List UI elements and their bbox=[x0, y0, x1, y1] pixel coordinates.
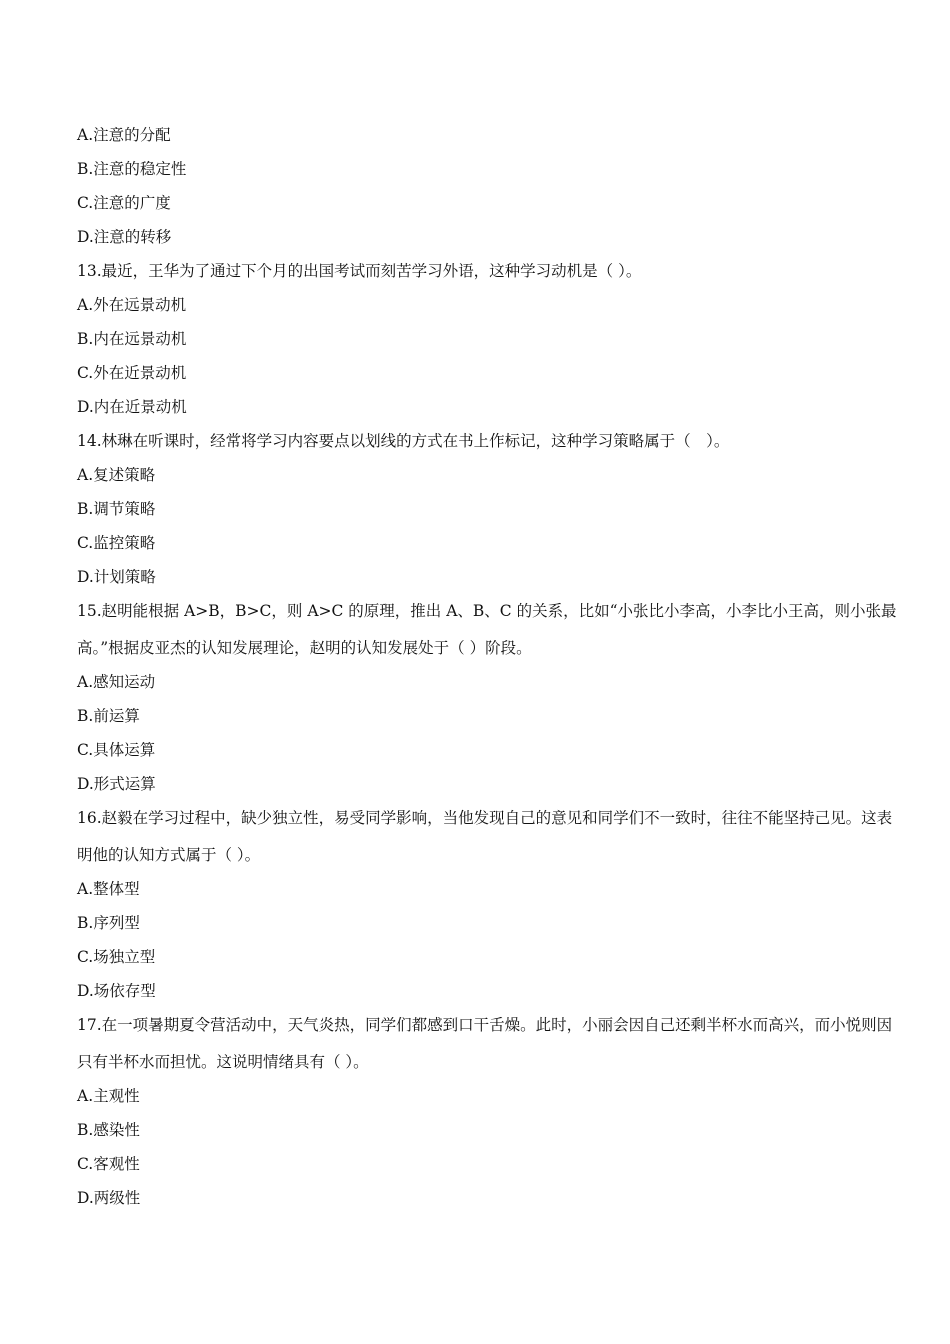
q12-option-c: C.注意的广度 bbox=[77, 194, 171, 212]
q15-stem: 15.赵明能根据 A>B，B>C，则 A>C 的原理，推出 A、B、C 的关系，比如“小张比小李高，小李比小王高，则小张最高。”根据皮亚杰的认知发展理论，赵明的认知发展处于（ ）阶段。 bbox=[77, 602, 897, 657]
q16-option-a: A.整体型 bbox=[77, 880, 140, 898]
q13-option-b: B.内在远景动机 bbox=[77, 330, 187, 348]
q15-option-a: A.感知运动 bbox=[77, 673, 156, 691]
q17-option-b: B.感染性 bbox=[77, 1121, 140, 1139]
q17-option-a: A.主观性 bbox=[77, 1087, 140, 1105]
q17-option-c: C.客观性 bbox=[77, 1155, 140, 1173]
q14-option-d: D.计划策略 bbox=[77, 568, 156, 586]
q12-option-b: B.注意的稳定性 bbox=[77, 160, 187, 178]
q16-option-d: D.场依存型 bbox=[77, 982, 156, 1000]
q15-option-d: D.形式运算 bbox=[77, 775, 156, 793]
q14-option-c: C.监控策略 bbox=[77, 534, 156, 552]
q15-option-b: B.前运算 bbox=[77, 707, 140, 725]
q17-option-d: D.两级性 bbox=[77, 1189, 141, 1207]
q12-option-d: D.注意的转移 bbox=[77, 228, 172, 246]
q13-option-a: A.外在远景动机 bbox=[77, 296, 187, 314]
q14-option-b: B.调节策略 bbox=[77, 500, 156, 518]
q17-stem: 17.在一项暑期夏令营活动中，天气炎热，同学们都感到口干舌燥。此时，小丽会因自己还剩半杯水而高兴，而小悦则因只有半杯水而担忧。这说明情绪具有（ ）。 bbox=[77, 1016, 893, 1071]
q14-option-a: A.复述策略 bbox=[77, 466, 156, 484]
q16-option-c: C.场独立型 bbox=[77, 948, 156, 966]
question-list bbox=[77, 124, 897, 1221]
q13-option-d: D.内在近景动机 bbox=[77, 398, 187, 416]
q16-stem: 16.赵毅在学习过程中，缺少独立性，易受同学影响，当他发现自己的意见和同学们不一致时，往往不能坚持己见。这表明他的认知方式属于（ ）。 bbox=[77, 809, 893, 864]
q12-option-a: A.注意的分配 bbox=[77, 126, 171, 144]
q15-option-c: C.具体运算 bbox=[77, 741, 156, 759]
q13-option-c: C.外在近景动机 bbox=[77, 364, 187, 382]
q14-stem: 14.林琳在听课时，经常将学习内容要点以划线的方式在书上作标记，这种学习策略属于（ ）。 bbox=[77, 432, 730, 450]
q16-option-b: B.序列型 bbox=[77, 914, 140, 932]
q13-stem: 13.最近，王华为了通过下个月的出国考试而刻苦学习外语，这种学习动机是（ ）。 bbox=[77, 262, 642, 280]
